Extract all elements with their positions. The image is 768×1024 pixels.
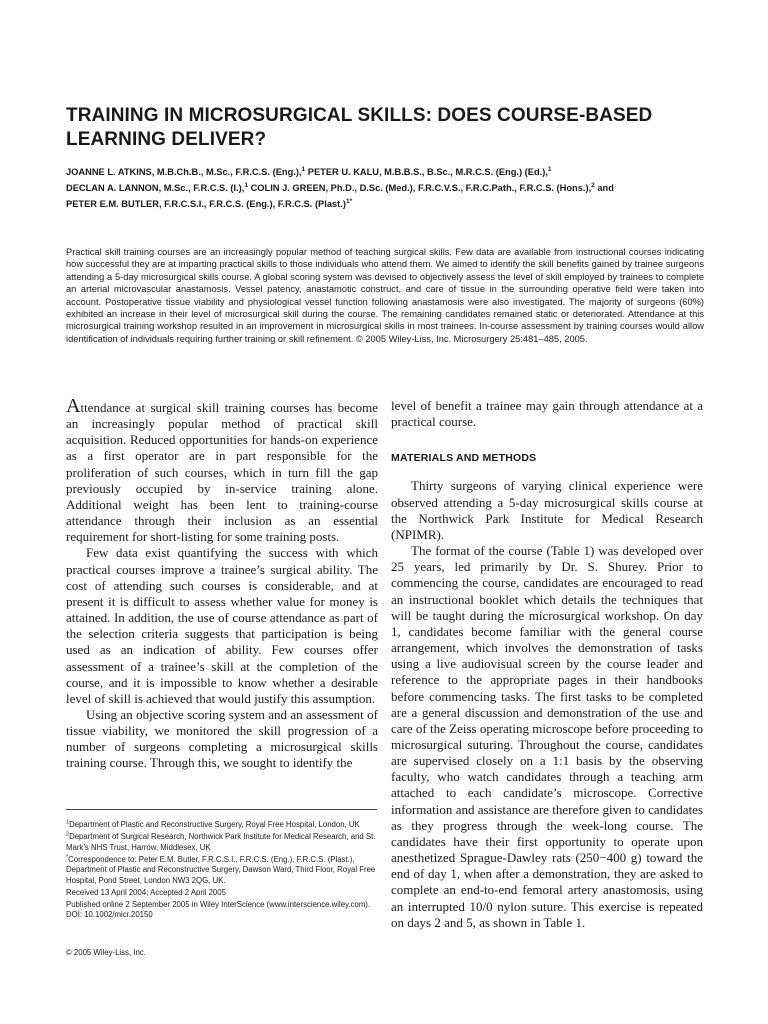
author-list [66,164,716,212]
drop-cap: A [66,395,81,417]
abstract: Practical skill training courses are an increasingly popular method of teaching surgical skills. Few data are available from instructional courses indicating how successful they are at imparting practical skills to those individuals who attend them. We aimed to identify the skill benefits gained by trainee surgeons attending a 5-day microsurgical skills course. A global scoring system was devised to objectively assess the level of skill employed by trainees to complete an arterial microvascular anastamosis. Vessel patency, anastamotic construct, and care of tissue in the surrounding operative field were taken into account. Postoperative tissue viability and physiological vessel function following anastamosis were also investigated. The majority of surgeons (60%) exhibited an increase in their level of microsurgical skill during the course. The remaining candidates remained static or deteriorated. Attendance at this microsurgical training workshop resulted in an improvement in microsurgical skills in most trainees. In-course assessment by training courses would allow identification of individuals requiring further training or skill refinement. © 2005 Wiley-Liss, Inc. Microsurgery 25:481–485, 2005. [66,247,704,344]
footnote-text: Department of Plastic and Reconstructive Surgery, Royal Free Hospital, London, UK [69,820,360,829]
article-title: TRAINING IN MICROSURGICAL SKILLS: DOES COURSE-BASED LEARNING DELIVER? [66,105,653,150]
author-atkins: JOANNE L. ATKINS, M.B.Ch.B., M.Sc., F.R.C.S. (Eng.), [66,167,302,177]
intro-paragraph-3: Using an objective scoring system and an assessment of tissue viability, we monitored the skill progression of a number of surgeons completing a microsurgical skills training course. Through this, we sought to identify the [66,706,378,771]
methods-paragraph-1: Thirty surgeons of varying clinical experience were observed attending a 5-day microsurgical skills course at the Northwick Park Institute for Medical Research (NPIMR). [391,478,703,542]
affiliation-marker: 1 [547,165,552,173]
intro-paragraph-1-text: ttendance at surgical skill training courses has become an increasingly popular method of practical skill acquisition. Reduced opportunities for hands-on experience as a first operator are in part responsible for the proliferation of such courses, which in turn fill the gap previously occupied by in-service training alone. Additional weight has been lent to training-course attendance through their inclusion as an essential requirement for short-listing for some training posts. [66,400,378,545]
intro-paragraph-2: Few data exist quantifying the success with which practical courses improve a trainee’s surgical ability. The cost of attending such courses is considerable, and at present it is difficult to assess whether value for money is attained. In addition, the use of course attendance as part of the selection criteria suggests that participation is being used as an indication of ability. Few courses offer assessment of a trainee’s skill at the completion of the course, and it is impossible to know whether a desirable level of skill is achieved that would justify this assumption. [66,545,378,706]
footnote-text: Department of Surgical Research, Northwick Park Institute for Medical Research, and St. Mark’s NHS Trust, Harrow, Middlesex, UK [66,832,376,852]
author-butler: PETER E.M. BUTLER, F.R.C.S.I., F.R.C.S. (Eng.), F.R.C.S. (Plast.) [66,199,346,209]
intro-paragraph-3-continued: level of benefit a trainee may gain through attendance at a practical course. [391,398,703,430]
footnote-marker: 1 [66,819,70,826]
footnote-marker: * [66,853,69,860]
footnote-affiliation-1 [66,820,378,831]
left-column [66,395,378,772]
affiliation-marker: 2 [591,181,595,189]
author-lannon: DECLAN A. LANNON, M.Sc., F.R.C.S. (I.), [66,183,245,193]
affiliation-marker: 1 [301,165,306,173]
footnotes [66,820,378,922]
right-column [391,398,703,931]
footnote-divider [66,809,377,810]
affiliation-marker: 1* [345,197,353,205]
author-kalu: PETER U. KALU, M.B.B.S., B.Sc., M.R.C.S. (Eng.) (Ed.), [305,167,548,177]
footnote-affiliation-2 [66,832,378,853]
footnote-marker: 2 [66,831,70,838]
received-accepted-dates: Received 13 April 2004; Accepted 2 April 2005 [66,887,226,897]
author-conjunction: and [594,183,614,193]
footnote-correspondence [66,855,378,887]
copyright-notice: © 2005 Wiley-Liss, Inc. [66,948,146,957]
methods-paragraph-2: The format of the course (Table 1) was developed over 25 years, led primarily by Dr. S. Shurey. Prior to commencing the course, candidates are encouraged to read an instructional booklet which details the techniques that will be taught during the microsurgical workshop. On day 1, candidates become familiar with the general course arrangement, which involves the demonstration of tasks using a live audiovisual screen by the course leader and reference to the appropriate pages in their handbooks before commencing tasks. The first tasks to be completed are a general discussion and demonstration of the use and care of the Zeiss operating microscope before proceeding to microsurgical suturing. Throughout the course, candidates are supervised closely on a 1:1 basis by the observing faculty, who watch candidates through a teaching arm attached to each candidate’s microscope. Corrective information and assistance are therefore given to candidates as they progress through the week-long course. The candidates have their first opportunity to operate upon anesthetized Sprague-Dawley rats (250−400 g) toward the end of day 1, when after a demonstration, they are asked to complete an end-to-end femoral artery anastomosis, using an interrupted 10/0 nylon suture. This exercise is repeated on days 2 and 5, as shown in Table 1. [391,543,703,930]
author-green: COLIN J. GREEN, Ph.D., D.Sc. (Med.), F.R.C.V.S., F.R.C.Path., F.R.C.S. (Hons.), [248,183,592,193]
section-heading-methods: MATERIALS AND METHODS [391,452,537,465]
footnote-text: Correspondence to: Peter E.M. Butler, F.R.C.S.I., F.R.C.S. (Eng.), F.R.C.S. (Plast.), Department of Plastic and Reconstructive Surgery, Dawson Ward, Third Floor, Royal Free Hospital, Pond Street, London NW3 2QG, UK. [66,854,376,885]
publication-info: Published online 2 September 2005 in Wiley InterScience (www.interscience.wiley.com). DOI: 10.1002/micr.20150 [66,899,371,919]
affiliation-marker: 1 [244,181,248,189]
intro-paragraph-1 [66,395,378,545]
